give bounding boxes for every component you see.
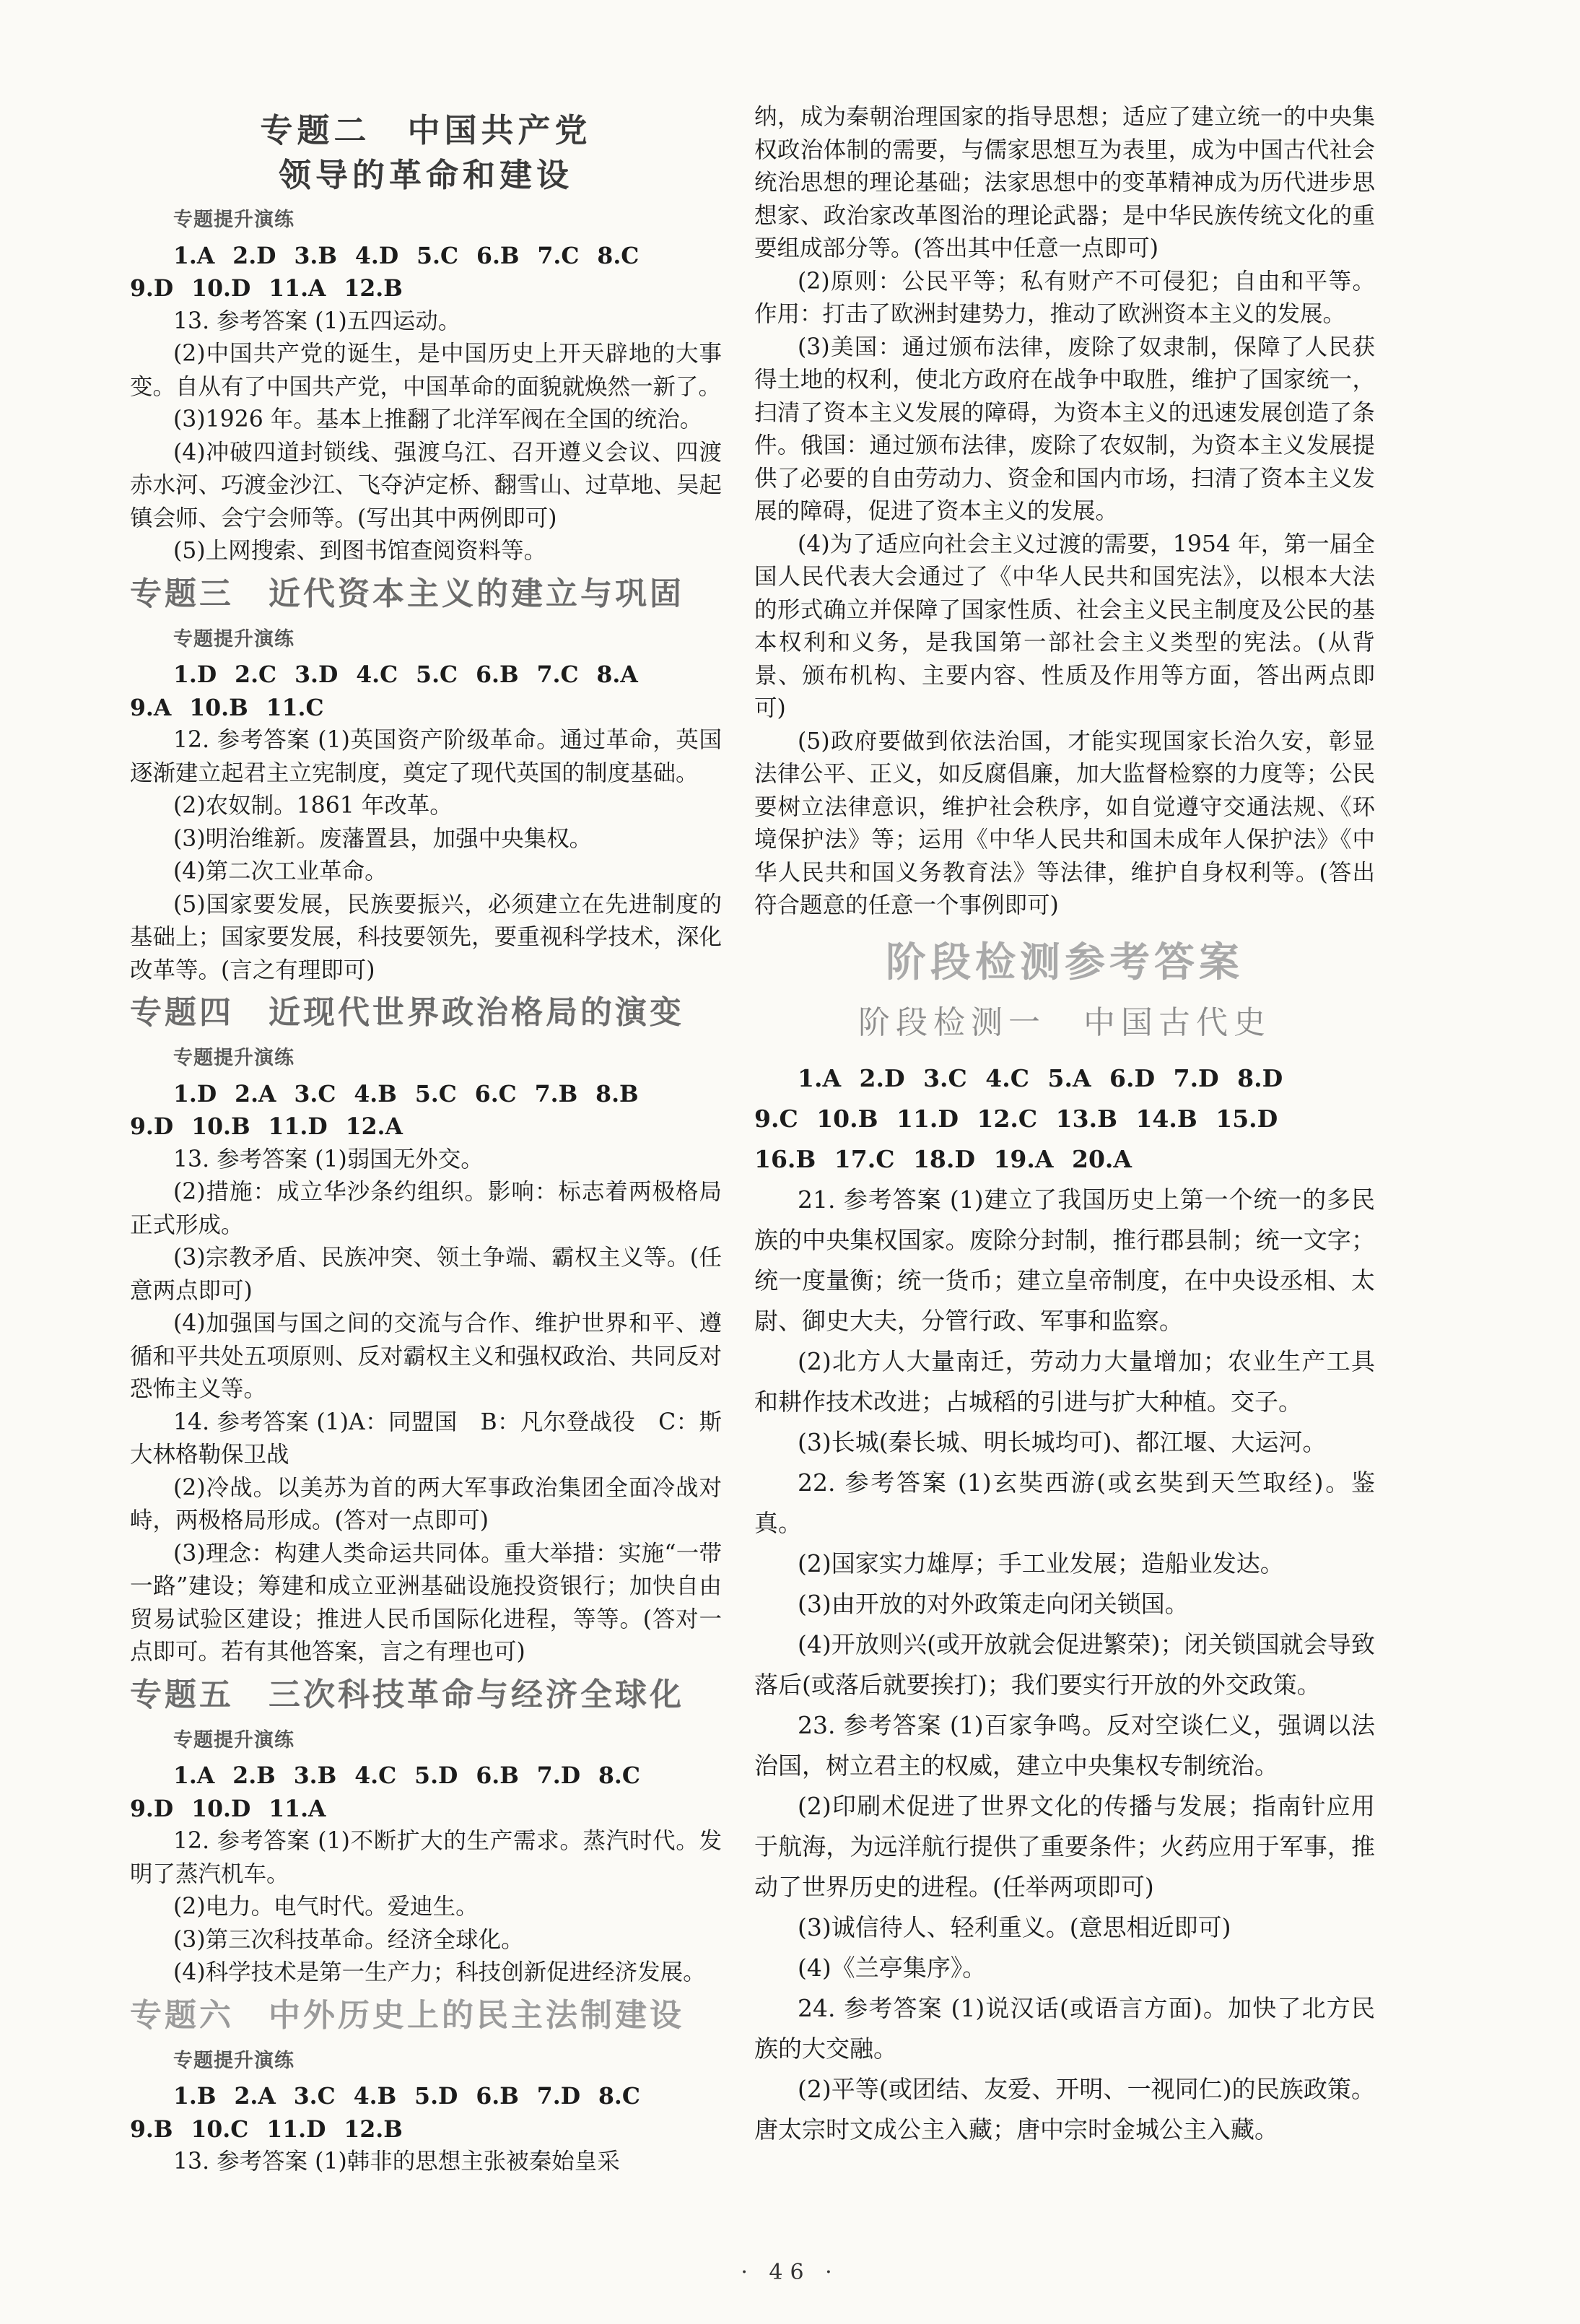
topic5-subheading: 专题提升演练: [173, 1728, 294, 1751]
stage1-answer-21-2: (2)北方人大量南迁，劳动力大量增加；农业生产工具和耕作技术改进；占城稻的引进与扩大种植。交子。: [754, 1346, 1375, 1416]
topic3-answer-12-4: (4)第二次工业革命。: [173, 858, 388, 884]
topic2-mc-row1: 1.A 2.D 3.B 4.D 5.C 6.B 7.C 8.C: [173, 242, 640, 269]
topic6-answer-13-4: (4)为了适应向社会主义过渡的需要，1954 年，第一届全国人民代表大会通过了《中华人民共和国宪法》，以根本大法的形式确立并保障了国家性质、社会主义民主制度及公民的基本权利和义务，是我国第一部社会主义类型的宪法。(从背景、颁布机构、主要内容、性质及作用等方面，答出两点即可): [754, 531, 1375, 721]
topic4-mc-row1: 1.D 2.A 3.C 4.B 5.C 6.C 7.B 8.B: [173, 1080, 639, 1107]
topic6-answer-13-3: (3)美国：通过颁布法律，废除了奴隶制，保障了人民获得土地的权利，使北方政府在战争中取胜，维护了国家统一，扫清了资本主义发展的障碍，为资本主义的迅速发展创造了条件。俄国：通过颁布法律，废除了农奴制，为资本主义发展提供了必要的自由劳动力、资金和国内市场，扫清了资本主义发展的障碍，促进了资本主义的发展。: [754, 334, 1375, 524]
stage1-answer-24-1: 24. 参考答案 (1)说汉话(或语言方面)。加快了北方民族的大交融。: [754, 1993, 1375, 2063]
topic2-answer-13-5: (5)上网搜索、到图书馆查阅资料等。: [173, 538, 547, 564]
left-column: [130, 101, 722, 2179]
stage1-answer-24-2: (2)平等(或团结、友爱、开明、一视同仁)的民族政策。唐太宗时文成公主入藏；唐中宗时金城公主入藏。: [754, 2074, 1375, 2144]
topic4-title: 专题四 近现代世界政治格局的演变: [130, 994, 684, 1031]
topic6-answer-13-5: (5)政府要做到依法治国，才能实现国家长治久安，彰显法律公平、正义，如反腐倡廉，加大监督检察的力度等；公民要树立法律意识，维护社会秩序，如自觉遵守交通法规、《环境保护法》等；运用《中华人民共和国未成年人保护法》《中华人民共和国义务教育法》等法律，维护自身权利等。(答出符合题意的任意一个事例即可): [754, 728, 1375, 918]
topic4-answer-14-3: (3)理念：构建人类命运共同体。重大举措：实施“一带一路”建设；筹建和成立亚洲基础设施投资银行；加快自由贸易试验区建设；推进人民币国际化进程，等等。(答对一点即可。若有其他答案，言之有理也可): [130, 1540, 722, 1665]
stage1-answer-22-1: 22. 参考答案 (1)玄奘西游(或玄奘到天竺取经)。鉴真。: [754, 1468, 1375, 1537]
topic4-answer-13-4: (4)加强国与国之间的交流与合作、维护世界和平、遵循和平共处五项原则、反对霸权主义和强权政治、共同反对恐怖主义等。: [130, 1310, 722, 1402]
stage1-mc-row1: 1.A 2.D 3.C 4.C 5.A 6.D 7.D 8.D: [798, 1063, 1283, 1092]
topic5-answer-12-2: (2)电力。电气时代。爱迪生。: [173, 1894, 479, 1920]
topic6-title: 专题六 中外历史上的民主法制建设: [130, 1996, 684, 2034]
topic4-answer-14-1: 14. 参考答案 (1)A：同盟国 B：凡尔登战役 C：斯大林格勒保卫战: [130, 1409, 722, 1468]
topic6-answer-13-1-cont: 纳，成为秦朝治理国家的指导思想；适应了建立统一的中央集权政治体制的需要，与儒家思想互为表里，成为中国古代社会统治思想的理论基础；法家思想中的变革精神成为历代进步思想家、政治家改革图治的理论武器；是中华民族传统文化的重要组成部分等。(答出其中任意一点即可): [754, 104, 1375, 261]
topic3-answer-12-1: 12. 参考答案 (1)英国资产阶级革命。通过革命，英国逐渐建立起君主立宪制度，奠定了现代英国的制度基础。: [130, 727, 722, 786]
topic3-mc-row1: 1.D 2.C 3.D 4.C 5.C 6.B 7.C 8.A: [173, 661, 638, 688]
stage1-answer-21-1: 21. 参考答案 (1)建立了我国历史上第一个统一的多民族的中央集权国家。废除分封制，推行郡县制；统一文字；统一度量衡；统一货币；建立皇帝制度，在中央设丞相、太尉、御史大夫，分管行政、军事和监察。: [754, 1185, 1375, 1335]
topic6-mc-row2: 9.B 10.C 11.D 12.B: [130, 2115, 403, 2143]
topic4-answer-13-3: (3)宗教矛盾、民族冲突、领土争端、霸权主义等。(任意两点即可): [130, 1245, 722, 1304]
topic4-subheading: 专题提升演练: [173, 1047, 294, 1069]
topic3-mc-row2: 9.A 10.B 11.C: [130, 694, 324, 721]
right-column: [754, 101, 1375, 2150]
topic2-answer-13-3: (3)1926 年。基本上推翻了北洋军阀在全国的统治。: [173, 406, 703, 432]
stage1-answer-23-1: 23. 参考答案 (1)百家争鸣。反对空谈仁义，强调以法治国，树立君主的权威，建立中央集权专制统治。: [754, 1710, 1375, 1780]
topic3-subheading: 专题提升演练: [173, 627, 294, 650]
topic5-mc-row1: 1.A 2.B 3.B 4.C 5.D 6.B 7.D 8.C: [173, 1762, 640, 1789]
topic3-answer-12-3: (3)明治维新。废藩置县，加强中央集权。: [173, 825, 593, 852]
topic5-title: 专题五 三次科技革命与经济全球化: [130, 1676, 684, 1713]
topic3-answer-12-2: (2)农奴制。1861 年改革。: [173, 793, 453, 819]
stage1-answer-22-4: (4)开放则兴(或开放就会促进繁荣)；闭关锁国就会导致落后(或落后就要挨打)；我们要实行开放的外交政策。: [754, 1629, 1375, 1699]
topic6-answer-13-2: (2)原则：公民平等；私有财产不可侵犯；自由和平等。作用：打击了欧洲封建势力，推动了欧洲资本主义的发展。: [754, 268, 1375, 327]
topic4-answer-13-1: 13. 参考答案 (1)弱国无外交。: [173, 1146, 484, 1172]
stage-answers-heading: 阶段检测参考答案: [886, 938, 1244, 986]
topic5-answer-12-4: (4)科学技术是第一生产力；科技创新促进经济发展。: [173, 1959, 706, 1985]
topic2-subheading: 专题提升演练: [173, 209, 294, 231]
topic5-answer-12-3: (3)第三次科技革命。经济全球化。: [173, 1926, 524, 1953]
topic3-title: 专题三 近代资本主义的建立与巩固: [130, 575, 684, 612]
topic6-mc-row1: 1.B 2.A 3.C 4.B 5.D 6.B 7.D 8.C: [173, 2083, 640, 2110]
topic4-answer-13-2: (2)措施：成立华沙条约组织。影响：标志着两极格局正式形成。: [130, 1179, 722, 1238]
stage1-answer-22-3: (3)由开放的对外政策走向闭关锁国。: [798, 1589, 1189, 1618]
page-number: · 46 ·: [741, 2260, 839, 2285]
stage1-content: [754, 1058, 1375, 2150]
topic6-subheading: 专题提升演练: [173, 2049, 294, 2072]
topic4-answer-14-2: (2)冷战。以美苏为首的两大军事政治集团全面冷战对峙，两极格局形成。(答对一点即可): [130, 1474, 722, 1533]
stage1-answer-23-2: (2)印刷术促进了世界文化的传播与发展；指南针应用于航海，为远洋航行提供了重要条件；火药应用于军事，推动了世界历史的进程。(任举两项即可): [754, 1791, 1375, 1901]
stage1-mc-row3: 16.B 17.C 18.D 19.A 20.A: [754, 1144, 1132, 1173]
stage1-answer-23-3: (3)诚信待人、轻利重义。(意思相近即可): [798, 1912, 1231, 1941]
stage1-answer-21-3: (3)长城(秦长城、明长城均可)、都江堰、大运河。: [798, 1427, 1327, 1456]
topic5-answer-12-1: 12. 参考答案 (1)不断扩大的生产需求。蒸汽时代。发明了蒸汽机车。: [130, 1828, 722, 1887]
topic2-title-line1: 专题二 中国共产党: [260, 111, 592, 149]
topic2-title-line2: 领导的革命和建设: [278, 156, 573, 194]
topic6-answer-13-1: 13. 参考答案 (1)韩非的思想主张被秦始皇采: [173, 2149, 620, 2175]
topic2-answer-13-1: 13. 参考答案 (1)五四运动。: [173, 308, 461, 334]
topic4-mc-row2: 9.D 10.B 11.D 12.A: [130, 1113, 403, 1140]
stage1-mc-row2: 9.C 10.B 11.D 12.C 13.B 14.B 15.D: [754, 1104, 1278, 1133]
topic5-mc-row2: 9.D 10.D 11.A: [130, 1795, 326, 1822]
topic2-answer-13-4: (4)冲破四道封锁线、强渡乌江、召开遵义会议、四渡赤水河、巧渡金沙江、飞夺泸定桥、翻雪山、过草地、吴起镇会师、会宁会师等。(写出其中两例即可): [130, 439, 722, 531]
stage1-answer-23-4: (4)《兰亭集序》。: [798, 1953, 987, 1982]
topic3-answer-12-5: (5)国家要发展，民族要振兴，必须建立在先进制度的基础上；国家要发展，科技要领先，要重视科学技术，深化改革等。(言之有理即可): [130, 891, 722, 983]
topic2-mc-row2: 9.D 10.D 11.A 12.B: [130, 275, 403, 302]
topic2-answer-13-2: (2)中国共产党的诞生，是中国历史上开天辟地的大事变。自从有了中国共产党，中国革命的面貌就焕然一新了。: [130, 341, 722, 400]
stage1-title: 阶段检测一 中国古代史: [858, 1004, 1271, 1041]
stage1-answer-22-2: (2)国家实力雄厚；手工业发展；造船业发达。: [798, 1549, 1284, 1577]
